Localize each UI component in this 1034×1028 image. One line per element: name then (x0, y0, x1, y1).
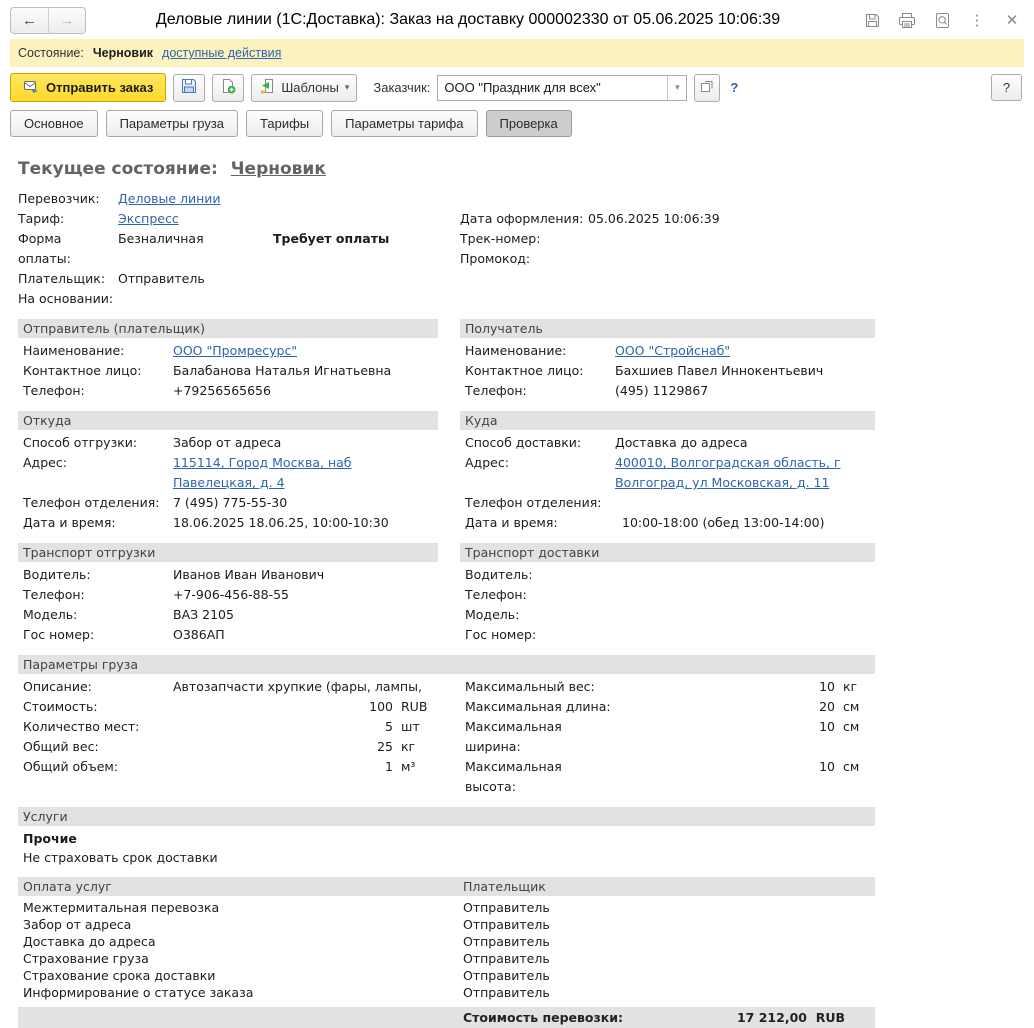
sender-phone-row (18, 381, 438, 401)
shipping-method-row (18, 433, 438, 453)
arrow-left-icon: ← (22, 11, 37, 29)
delivery-method-label: Способ доставки: (465, 435, 582, 450)
send-order-label: Отправить заказ (46, 80, 154, 95)
tariff-label: Тариф: (18, 211, 65, 226)
payment-service: Доставка до адреса (23, 934, 156, 949)
from-section-title: Откуда (18, 411, 438, 430)
requires-payment-flag: Требует оплаты (273, 231, 390, 246)
sender-phone-value: +79256565656 (173, 383, 271, 398)
pickup-transport-section (18, 543, 438, 645)
payment-title: Оплата услуг (23, 879, 112, 894)
tariff-link[interactable]: Экспресс (118, 211, 179, 226)
issue-date-row (460, 209, 875, 229)
total-cost-row (18, 1007, 875, 1028)
tab-bar (0, 106, 1034, 137)
summary-block (18, 189, 875, 309)
payment-payer: Отправитель (463, 968, 550, 983)
payment-payer: Отправитель (463, 900, 550, 915)
cargo-description-value: Автозапчасти хрупкие (фары, лампы, (173, 679, 422, 694)
receiver-contact-value: Бахшиев Павел Иннокентьевич (615, 363, 824, 378)
cargo-description-label: Описание: (23, 679, 92, 694)
payment-payer: Отправитель (463, 951, 550, 966)
pickup-phone-value: +7-906-456-88-55 (173, 587, 289, 602)
payment-service: Забор от адреса (23, 917, 132, 932)
tariff-row (18, 209, 438, 229)
pickup-plate-value: О386АП (173, 627, 225, 642)
status-bar (10, 39, 1024, 67)
to-datetime-row (460, 513, 875, 533)
payment-service: Страхование груза (23, 951, 149, 966)
save-button[interactable] (173, 74, 205, 102)
order-report (18, 159, 875, 1028)
cargo-cost-value: 100 (369, 699, 393, 714)
issue-date-label: Дата оформления: (460, 211, 584, 226)
cargo-places-value: 5 (385, 719, 393, 734)
save-create-button[interactable] (212, 74, 244, 102)
cargo-cost-unit: RUB (401, 699, 428, 714)
receiver-contact-label: Контактное лицо: (465, 363, 584, 378)
sender-contact-value: Балабанова Наталья Игнатьевна (173, 363, 392, 378)
customer-input[interactable] (437, 75, 687, 101)
nav-forward-button[interactable] (48, 8, 85, 33)
sender-name-label: Наименование: (23, 343, 125, 358)
chevron-down-icon[interactable]: ▾ (667, 76, 686, 100)
from-address-label: Адрес: (23, 455, 67, 470)
receiver-phone-value: (495) 1129867 (615, 383, 709, 398)
sender-section-title: Отправитель (плательщик) (18, 319, 438, 338)
total-cost-value (623, 1007, 845, 1028)
payment-section (18, 877, 875, 1001)
cargo-volume-label: Общий объем: (23, 759, 119, 774)
to-address-row (460, 453, 875, 493)
services-group: Прочие (23, 831, 77, 846)
to-section-title: Куда (460, 411, 875, 430)
shipping-method-value: Забор от адреса (173, 435, 282, 450)
track-number-label: Трек-номер: (460, 231, 541, 246)
delivery-model-label: Модель: (465, 607, 520, 622)
print-icon[interactable] (897, 10, 917, 30)
cargo-weight-value: 25 (377, 739, 393, 754)
max-height-label: Максимальная высота: (465, 759, 562, 794)
pickup-plate-label: Гос номер: (23, 627, 95, 642)
carrier-row (18, 189, 438, 209)
payment-form-value: Безналичная (118, 231, 204, 246)
delivery-transport-section (460, 543, 875, 645)
max-width-label: Максимальная ширина: (465, 719, 562, 754)
tab-parametry-gruza[interactable]: Параметры груза (106, 110, 238, 137)
from-datetime-label: Дата и время: (23, 515, 116, 530)
receiver-name-row (460, 341, 875, 361)
from-datetime-value: 18.06.2025 18.06.25, 10:00-10:30 (173, 515, 389, 530)
max-height-value: 10 (819, 759, 835, 774)
carrier-link[interactable]: Деловые линии (118, 191, 221, 206)
total-currency: RUB (815, 1010, 845, 1025)
delivery-phone-label: Телефон: (465, 587, 527, 602)
preview-icon[interactable] (932, 10, 952, 30)
sender-name-row (18, 341, 438, 361)
tab-tarify[interactable]: Тарифы (246, 110, 323, 137)
save-icon (181, 78, 197, 97)
cargo-weight-unit: кг (401, 739, 416, 754)
delivery-driver-label: Водитель: (465, 567, 533, 582)
payment-form-label: Форма оплаты: (18, 231, 71, 266)
delivery-method-row (460, 433, 875, 453)
cargo-weight-label: Общий вес: (23, 739, 99, 754)
pickup-transport-title: Транспорт отгрузки (18, 543, 438, 562)
max-height-unit: см (843, 759, 860, 774)
from-section (18, 411, 438, 533)
basis-row (18, 289, 438, 309)
total-spacer (23, 1007, 463, 1028)
promo-code-row (460, 249, 875, 269)
basis-label: На основании: (18, 291, 114, 306)
window-title: Деловые линии (1С:Доставка): Заказ на доставку 000002330 от 05.06.2025 10:06:39 (155, 11, 781, 28)
tab-proverka[interactable]: Проверка (486, 110, 572, 137)
receiver-contact-row (460, 361, 875, 381)
current-state-value[interactable]: Черновик (230, 159, 326, 179)
from-branch-phone-label: Телефон отделения: (23, 495, 160, 510)
max-width-value: 10 (819, 719, 835, 734)
receiver-name-label: Наименование: (465, 343, 567, 358)
carrier-label: Перевозчик: (18, 191, 100, 206)
cargo-volume-value: 1 (385, 759, 393, 774)
tab-parametry-tarifa[interactable]: Параметры тарифа (331, 110, 477, 137)
total-cost-label: Стоимость перевозки: (463, 1010, 624, 1025)
cargo-volume-unit: м³ (401, 759, 416, 774)
tab-osnovnoe[interactable]: Основное (10, 110, 98, 137)
total-amount: 17 212,00 (736, 1010, 807, 1025)
to-address-label: Адрес: (465, 455, 509, 470)
templates-icon (259, 78, 275, 97)
payment-row (18, 950, 875, 967)
payment-form-row (18, 229, 438, 269)
payment-header (18, 877, 875, 896)
from-branch-phone-row (18, 493, 438, 513)
window-action-icons (862, 10, 1022, 30)
to-datetime-value: 10:00-18:00 (обед 13:00-14:00) (622, 515, 825, 530)
cargo-description-row (18, 677, 438, 697)
payment-row (18, 916, 875, 933)
send-order-button[interactable] (10, 73, 166, 102)
customer-value: ООО "Праздник для всех" (444, 80, 601, 95)
receiver-section-title: Получатель (460, 319, 875, 338)
pickup-model-value: ВАЗ 2105 (173, 607, 234, 622)
to-address-link[interactable]: 400010, Волгоградская область, г Волгоград, ул Московская, д. 11 (615, 455, 841, 490)
payment-payer: Отправитель (463, 917, 550, 932)
shipping-method-label: Способ отгрузки: (23, 435, 138, 450)
from-address-link[interactable]: 115114, Город Москва, наб Павелецкая, д. 4 (173, 455, 352, 490)
open-in-window-icon (700, 79, 714, 96)
max-weight-value: 10 (819, 679, 835, 694)
close-icon[interactable]: ✕ (1005, 12, 1019, 29)
receiver-section (460, 319, 875, 401)
receiver-name-link[interactable]: ООО "Стройснаб" (615, 343, 731, 358)
current-state-label: Текущее состояние: (18, 159, 218, 179)
service-item: Не страховать срок доставки (23, 850, 218, 865)
payment-row (18, 967, 875, 984)
sender-contact-row (18, 361, 438, 381)
max-length-label: Максимальная длина: (465, 699, 611, 714)
to-datetime-label: Дата и время: (465, 515, 558, 530)
pickup-driver-label: Водитель: (23, 567, 91, 582)
payer-label: Плательщик: (18, 271, 106, 286)
max-length-value: 20 (819, 699, 835, 714)
customer-label: Заказчик: (373, 80, 431, 95)
payment-service: Межтермитальная перевозка (23, 900, 220, 915)
delivery-plate-label: Гос номер: (465, 627, 537, 642)
payer-row (18, 269, 438, 289)
from-branch-phone-value: 7 (495) 775-55-30 (173, 495, 288, 510)
templates-button[interactable] (251, 74, 357, 102)
to-branch-phone-label: Телефон отделения: (465, 495, 602, 510)
cargo-section-title: Параметры груза (18, 655, 875, 674)
track-number-row (460, 229, 875, 249)
payment-row (18, 899, 875, 916)
to-section (460, 411, 875, 533)
status-value: Черновик (92, 46, 154, 60)
cargo-places-label: Количество мест: (23, 719, 140, 734)
payer-value: Отправитель (118, 271, 205, 286)
payment-row (18, 933, 875, 950)
help-button[interactable]: ? (991, 74, 1022, 101)
current-state-heading (18, 159, 875, 179)
nav-back-button[interactable] (11, 8, 48, 33)
document-plus-icon (220, 78, 236, 97)
issue-date-value: 05.06.2025 10:06:39 (588, 211, 720, 226)
services-section (18, 807, 875, 867)
chevron-down-icon: ▾ (344, 82, 350, 92)
sender-name-link[interactable]: ООО "Промресурс" (173, 343, 298, 358)
receiver-phone-label: Телефон: (465, 383, 527, 398)
nav-buttons (10, 7, 86, 34)
payment-service: Информирование о статусе заказа (23, 985, 254, 1000)
payer-column-header: Плательщик (463, 879, 546, 894)
templates-label: Шаблоны (281, 80, 339, 95)
services-section-title: Услуги (18, 807, 875, 826)
customer-help-link[interactable]: ? (730, 80, 739, 95)
arrow-right-icon: → (59, 11, 75, 29)
cargo-section (18, 655, 875, 797)
toolbar (0, 69, 1034, 106)
sender-phone-label: Телефон: (23, 383, 85, 398)
payment-payer: Отправитель (463, 934, 550, 949)
sender-contact-label: Контактное лицо: (23, 363, 142, 378)
title-bar (0, 0, 1034, 38)
max-length-unit: см (843, 699, 860, 714)
send-order-icon (23, 79, 39, 96)
sender-section (18, 319, 438, 401)
max-weight-label: Максимальный вес: (465, 679, 595, 694)
to-branch-phone-row (460, 493, 875, 513)
max-weight-unit: кг (843, 679, 858, 694)
from-address-row (18, 453, 438, 493)
more-menu-icon[interactable]: ⋮ (969, 12, 985, 29)
status-label: Состояние: (18, 46, 84, 60)
pickup-phone-label: Телефон: (23, 587, 85, 602)
pickup-driver-value: Иванов Иван Иванович (173, 567, 325, 582)
cargo-places-unit: шт (401, 719, 420, 734)
delivery-method-value: Доставка до адреса (615, 435, 748, 450)
max-width-unit: см (843, 719, 860, 734)
payment-payer: Отправитель (463, 985, 550, 1000)
pickup-model-label: Модель: (23, 607, 78, 622)
from-datetime-row (18, 513, 438, 533)
available-actions-link[interactable]: доступные действия (162, 46, 282, 60)
payment-row (18, 984, 875, 1001)
promo-code-label: Промокод: (460, 251, 531, 266)
delivery-transport-title: Транспорт доставки (460, 543, 875, 562)
save-icon[interactable] (862, 10, 882, 30)
payment-service: Страхование срока доставки (23, 968, 216, 983)
open-customer-button[interactable] (694, 74, 720, 102)
cargo-cost-label: Стоимость: (23, 699, 98, 714)
receiver-phone-row (460, 381, 875, 401)
